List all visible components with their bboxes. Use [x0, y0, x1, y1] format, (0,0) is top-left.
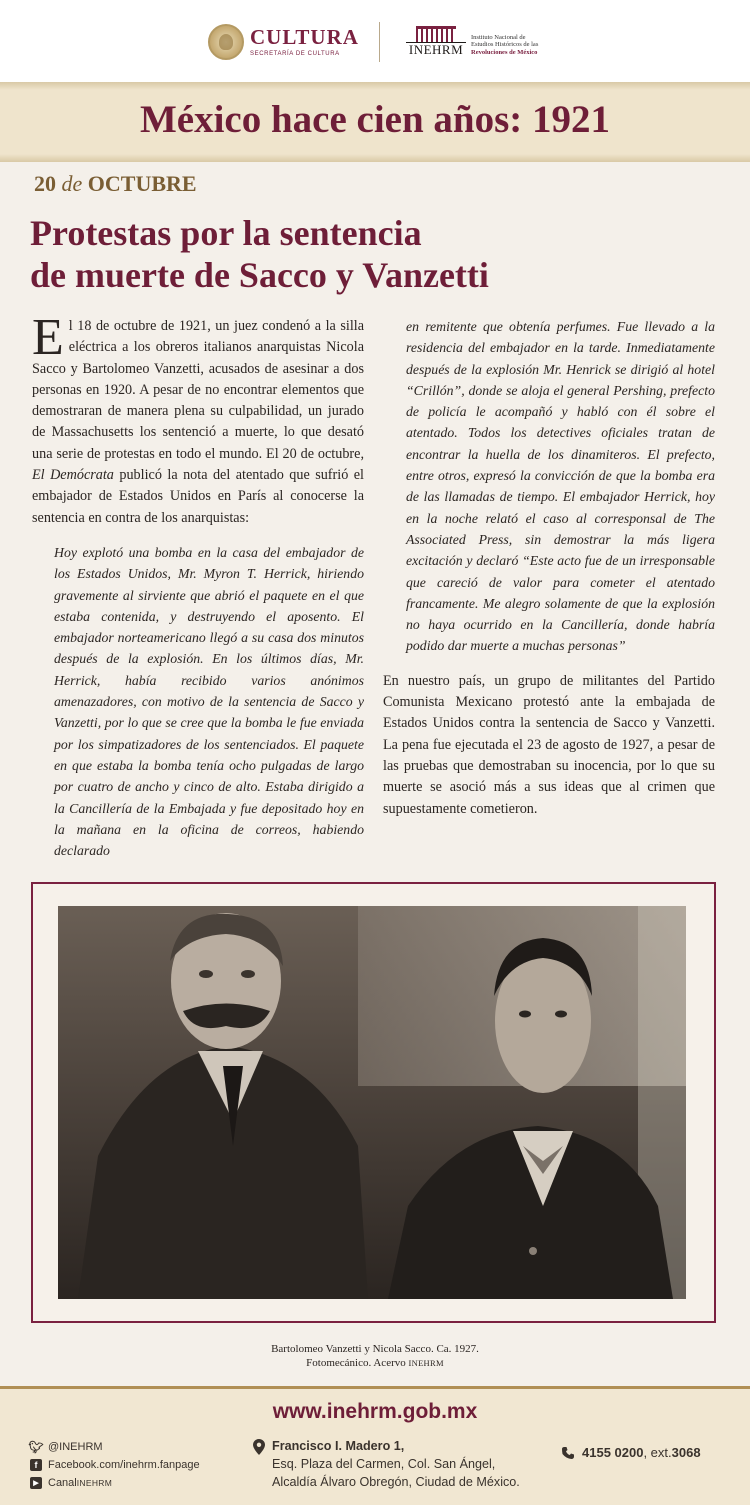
- website-link[interactable]: www.inehrm.gob.mx: [272, 1400, 478, 1423]
- phone-number[interactable]: 4155 0200 , ext. 3068: [561, 1445, 701, 1460]
- quote-part-2: en remitente que obtenía perfumes. Fue llevado a la residencia del embajador en la tarde. Inmediatamente después de la explosión Mr. Henrick se dirigió al hotel “Crillón”, donde se aloja el general Pershing, prefecto de policía le acompañó y habló con él sobre el atentado. Todos los detectives oficiales tratan de encontrar la huella de los dinamiteros. El prefecto, entre otros, expresó la convicción de que la bomba era de las llamadas de tiempo. El embajador Herrick, hoy en la noche relató el caso al corresponsal de The Associated Press, sin demostrar la más ligera excitación y declaró “Este acto fue de un irresponsable que careció de valor para cometer el atentado francamente. Me alegro solamente de que la explosión no haya ocurrido en la Cancillería, donde habría podido dar muerte a muchas personas”: [406, 319, 715, 654]
- social-links: [30, 1438, 200, 1492]
- phone-icon: [561, 1446, 575, 1460]
- quote-part-1: Hoy explotó una bomba en la casa del embajador de los Estados Unidos, Mr. Myron T. Herrick, hiriendo gravemente al sirviente que abrió el paquete en el que estaba contenida, y destruyendo el aposento. El embajador norteamericano llegó a su casa dos minutos después de la explosión. En los últimos días, Mr. Herrick, había recibido varios anónimos amenazadores, con motivo de la sentencia de Sacco y Vanzetti, por lo que se cree que la bomba le fue enviada por los simpatizadores de los sentenciados. El paquete en que estaba la bomba tenía ocho pulgadas de largo por cuatro de ancho y cinco de alto. Estaba dirigido a la Cancillería de la Embajada y fue depositado hoy en la mañana en la oficina de correos, habiendo declarado: [54, 544, 364, 859]
- article-intro: El 18 de octubre de 1921, un juez condenó a la silla eléctrica a los obreros italianos anarquistas Nicola Sacco y Bartolomeo Vanzetti, acusados de asesinar a dos personas en 1920. A pesar de no encontrar elementos que demostraran de manera plena su culpabilidad, un jurado de Massachusetts los sentenció a muerte, lo que desató una serie de protestas en todo el mundo. El 20 de octubre, El Demócrata publicó la nota del atentado que sufrió el embajador de Estados Unidos en París al conocerse la sentencia en contra de los anarquistas:: [32, 309, 364, 526]
- twitter-link[interactable]: 🐦︎ @INEHRM: [28, 1440, 103, 1454]
- inehrm-logo-caption: Instituto Nacional de Estudios Históricos de las Revoluciones de México: [471, 33, 539, 56]
- facebook-link[interactable]: f Facebook.com/inehrm.fanpage: [30, 1456, 200, 1474]
- newspaper-name: El Demócrata: [32, 467, 114, 484]
- location-pin-icon: [253, 1439, 265, 1455]
- twitter-icon: 🐦︎: [28, 1440, 44, 1454]
- youtube-link[interactable]: ▶ Canal INEHRM: [30, 1474, 200, 1492]
- page-title: México hace cien años: 1921: [139, 98, 611, 141]
- historical-photo: [58, 906, 686, 1299]
- photo-caption: Bartolomeo Vanzetti y Nicola Sacco. Ca. 1927. Fotomecánico. Acervo INEHRM: [271, 1343, 479, 1369]
- youtube-icon: ▶: [30, 1477, 42, 1489]
- article-date: 20 de OCTUBRE: [34, 171, 197, 196]
- inehrm-logo: [406, 26, 538, 56]
- cultura-seal-icon: [208, 24, 244, 60]
- article-headline: Protestas por la sentencia de muerte de Sacco y Vanzetti: [30, 213, 489, 295]
- drop-cap: E: [32, 309, 64, 366]
- facebook-icon: f: [30, 1459, 42, 1471]
- cultura-logo-subtitle: SECRETARÍA DE CULTURA: [250, 51, 340, 57]
- logo-divider: [379, 22, 380, 62]
- cultura-logo-text: CULTURA: [250, 25, 359, 49]
- cultura-logo: [208, 22, 359, 62]
- address: Francisco I. Madero 1, Esq. Plaza del Carmen, Col. San Ángel, Alcaldía Álvaro Obregón, Ciudad de México.: [253, 1437, 520, 1491]
- inehrm-logo-icon: [406, 26, 466, 56]
- article-column-right: [383, 316, 715, 820]
- article-column-left: [32, 309, 364, 861]
- article-closing: En nuestro país, un grupo de militantes del Partido Comunista Mexicano protestó ante la embajada de Estados Unidos contra la sentencia de Sacco y Vanzetti. La pena fue ejecutada el 23 de agosto de 1927, a pesar de las pruebas que demostraban su inocencia, por lo que su muerte se asoció más a sus ideas que al crimen que supuestamente cometieron.: [383, 672, 715, 817]
- header-logos: [0, 0, 750, 82]
- inehrm-logo-text: INEHRM: [406, 42, 466, 56]
